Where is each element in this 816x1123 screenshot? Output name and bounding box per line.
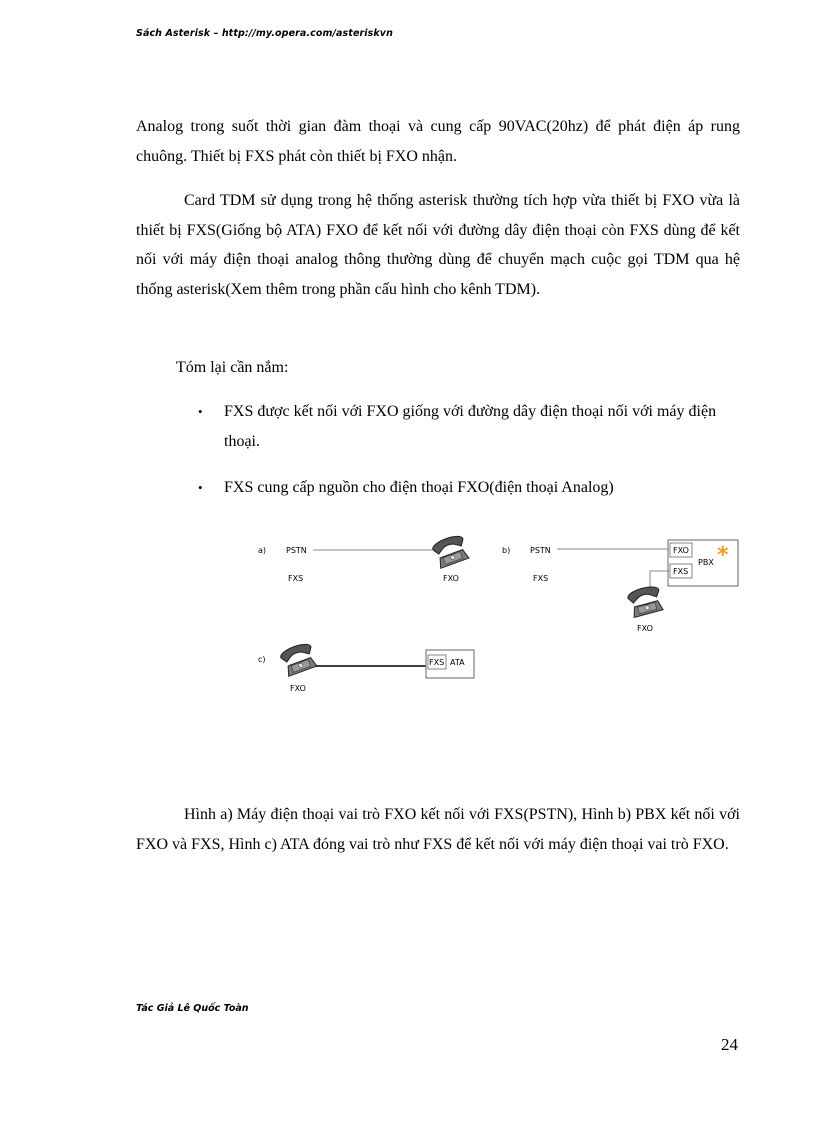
fig-a-fxs-label: FXS — [288, 574, 304, 583]
fig-b-telephone-icon — [626, 584, 664, 617]
bullet-text: FXS được kết nối với FXO giống với đường dây điện thoại nối với máy điện thoại. — [224, 403, 717, 450]
paragraph-summary-intro: Tóm lại cần nắm: — [176, 359, 289, 376]
bullet-text: FXS cung cấp nguồn cho điện thoại FXO(điện thoại Analog) — [224, 479, 614, 496]
bullet-item — [176, 397, 741, 456]
fig-c-label: c) — [258, 655, 266, 664]
fig-a-fxo-label: FXO — [443, 574, 459, 583]
pbx-fxo-label: FXO — [673, 546, 689, 555]
paragraph-card-tdm: Card TDM sử dụng trong hệ thống asterisk thường tích hợp vừa thiết bị FXO vừa là thiết bị FXS(Giống bộ ATA) FXO để kết nối với đường dây điện thoại còn FXS dùng để kết nối với máy điện thoại analog thông thường dùng để chuyển mạch cuộc gọi TDM qua hệ thống asterisk(Xem thêm trong phần cấu hình cho kênh TDM). — [136, 192, 740, 298]
fig-c-telephone-icon — [279, 641, 318, 676]
fig-b-pstn-label: PSTN — [530, 546, 551, 555]
paragraph-analog: Analog trong suốt thời gian đàm thoại và cung cấp 90VAC(20hz) để phát điện áp rung chuông. Thiết bị FXS phát còn thiết bị FXO nhận. — [136, 118, 740, 165]
ata-fxs-label: FXS — [429, 658, 445, 667]
fxs-fxo-diagram — [240, 528, 760, 708]
page-number: 24 — [721, 1035, 738, 1054]
bullet-item — [176, 473, 741, 503]
fig-a-label: a) — [258, 546, 267, 555]
fig-c-fxo-label: FXO — [290, 684, 306, 693]
fig-b-fxo-label: FXO — [637, 624, 653, 633]
fig-a-telephone-icon — [431, 533, 470, 568]
fig-b-fxs-label: FXS — [533, 574, 549, 583]
pbx-fxs-label: FXS — [673, 567, 689, 576]
fig-a-pstn-label: PSTN — [286, 546, 307, 555]
bullet-icon: • — [198, 404, 203, 419]
summary-bullet-list — [176, 397, 741, 520]
fig-b-label: b) — [502, 546, 511, 555]
page-header: Sách Asterisk – http://my.opera.com/asteriskvn — [136, 28, 393, 39]
page-footer-author: Tác Giả Lê Quốc Toàn — [136, 1003, 249, 1014]
paragraph-figure-caption: Hình a) Máy điện thoại vai trò FXO kết nối với FXS(PSTN), Hình b) PBX kết nối với FXO và FXS, Hình c) ATA đóng vai trò như FXS để kết nối với máy điện thoại vai trò FXO. — [136, 806, 740, 853]
ata-label: ATA — [450, 658, 465, 667]
bullet-icon: • — [198, 480, 203, 495]
fig-b-phone-line — [650, 571, 670, 588]
pbx-label: PBX — [698, 558, 714, 567]
asterisk-logo-icon: * — [717, 543, 729, 568]
